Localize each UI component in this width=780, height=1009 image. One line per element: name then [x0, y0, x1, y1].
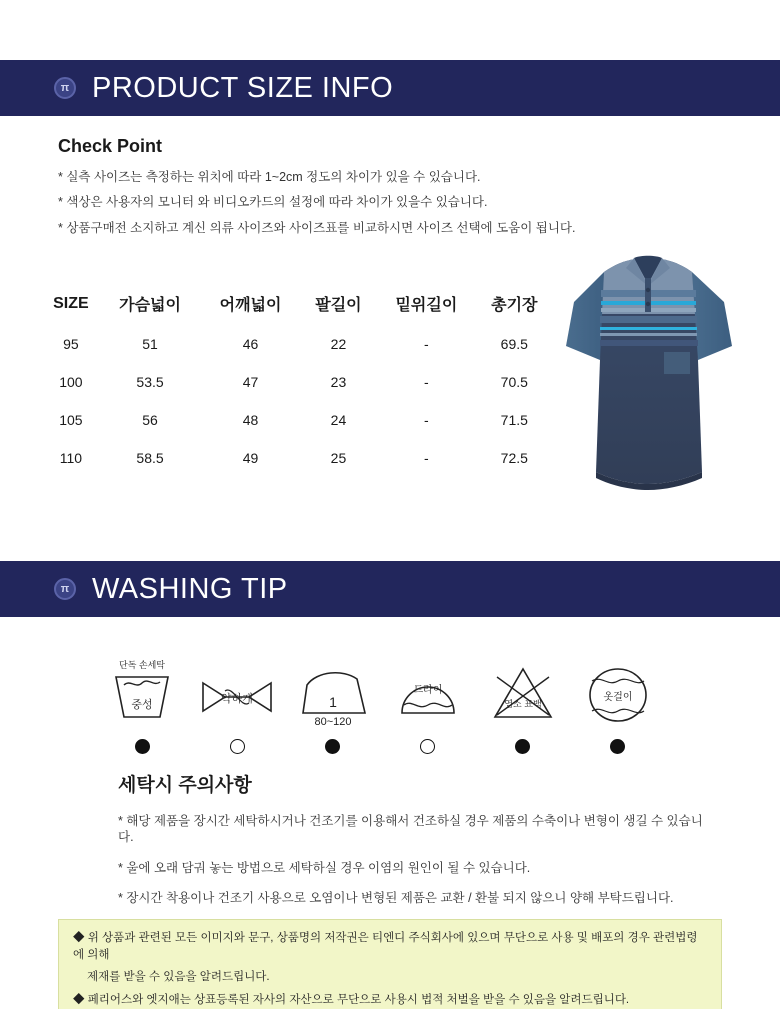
table-cell: 25	[330, 450, 347, 466]
iron-icon	[287, 655, 377, 727]
hand-wash-inner-label: 중성	[131, 699, 153, 711]
table-cell: 70.5	[500, 374, 528, 390]
column-header: SIZE	[53, 294, 89, 312]
iron-temp-label: 80~120	[314, 716, 352, 727]
washing-symbol-item	[481, 655, 565, 754]
table-cell: 72.5	[500, 450, 528, 466]
dry-clean-label: 드라이	[413, 685, 443, 696]
column-header: 가슴넓이	[119, 297, 181, 314]
table-cell: -	[424, 450, 429, 466]
check-point-line: * 상품구매전 소지하고 계신 의류 사이즈와 사이즈표를 비교하시면 사이즈 선택에 도움이 됩니다.	[58, 220, 576, 235]
column-header: 밑위길이	[395, 297, 458, 314]
table-cell: 71.5	[500, 412, 528, 428]
washing-notes-block	[118, 770, 718, 920]
washing-note-line: * 울에 오래 담궈 놓는 방법으로 세탁하실 경우 이염의 원인이 될 수 있습니다.	[118, 860, 531, 875]
hand-wash-top-label: 단독 손세탁	[119, 660, 165, 670]
table-header-row	[42, 288, 552, 325]
table-cell: 47	[242, 374, 259, 390]
dry-clean-icon	[388, 655, 468, 727]
copyright-notice	[58, 919, 722, 1009]
column-header: 팔길이	[315, 297, 362, 314]
table-row	[42, 439, 552, 477]
table-row	[42, 325, 552, 363]
hang-dry-label: 옷걸이	[603, 692, 633, 703]
table-cell: 56	[142, 412, 158, 428]
notice-line: 제재를 받을 수 있음을 알려드립니다.	[87, 971, 270, 984]
table-cell: -	[424, 336, 429, 352]
notice-line: ◆ 페리어스와 엣지애는 상표등록된 자사의 자산으로 무단으로 사용시 법적 처벌을 받을 수 있음을 알려드립니다.	[73, 994, 630, 1007]
table-cell: 48	[242, 412, 259, 428]
iron-dots-label: 1	[329, 694, 338, 710]
table-cell: 95	[63, 336, 79, 352]
table-cell: 46	[242, 336, 259, 352]
brand-logo-icon: π	[54, 578, 76, 600]
gentle-wring-icon	[195, 655, 279, 727]
table-row	[42, 401, 552, 439]
column-header: 어깨넓이	[219, 297, 282, 314]
section-title-size-info: PRODUCT SIZE INFO	[92, 71, 394, 104]
status-dot	[135, 739, 150, 754]
status-dot	[515, 739, 530, 754]
notice-line: ◆ 위 상품과 관련된 모든 이미지와 문구, 상품명의 저작권은 티엔디 주식회사에 있으며 무단으로 사용 및 배포의 경우 관련법령에 의해	[73, 932, 698, 961]
table-cell: 105	[59, 412, 83, 428]
gentle-wring-label: 약하게	[221, 693, 254, 705]
check-point-heading: Check Point	[58, 136, 163, 156]
hang-dry-icon	[578, 655, 658, 727]
size-table	[42, 288, 552, 477]
status-dot	[610, 739, 625, 754]
check-point-line: * 실측 사이즈는 측정하는 위치에 따라 1~2cm 정도의 차이가 있을 수 있습니다.	[58, 170, 481, 184]
washing-symbols-row	[100, 655, 660, 754]
table-cell: 22	[330, 336, 347, 352]
washing-symbol-item	[100, 655, 184, 754]
no-bleach-icon	[483, 655, 563, 727]
no-bleach-label: 염소 표백	[504, 699, 542, 709]
table-cell: -	[424, 374, 429, 390]
table-cell: 58.5	[136, 450, 164, 466]
table-cell: 53.5	[136, 374, 164, 390]
washing-symbol-item	[576, 655, 660, 754]
table-cell: 23	[330, 374, 347, 390]
column-header: 총기장	[491, 297, 538, 314]
status-dot	[230, 739, 245, 754]
table-cell: -	[424, 412, 429, 428]
washing-notes-heading: 세탁시 주의사항	[118, 775, 252, 796]
washing-symbol-item	[290, 655, 374, 754]
table-row	[42, 363, 552, 401]
washing-note-line: * 장시간 착용이나 건조기 사용으로 오염이나 변형된 제품은 교환 / 환불 되지 않으니 양해 부탁드립니다.	[118, 890, 674, 905]
product-image	[556, 228, 746, 510]
section-header-size-info	[0, 60, 780, 116]
status-dot	[325, 739, 340, 754]
check-point-line: * 색상은 사용자의 모니터 와 비디오카드의 설정에 따라 차이가 있을수 있습니다.	[58, 195, 488, 210]
hand-wash-icon	[102, 655, 182, 727]
table-cell: 51	[142, 336, 158, 352]
table-cell: 100	[59, 374, 83, 390]
table-cell: 110	[59, 450, 83, 466]
brand-logo-icon: π	[54, 77, 76, 99]
washing-note-line: * 해당 제품을 장시간 세탁하시거나 건조기를 이용해서 건조하실 경우 제품의 수축이나 변형이 생길 수 있습니다.	[118, 814, 703, 845]
washing-symbol-item	[195, 655, 279, 754]
section-title-washing-tip: WASHING TIP	[92, 572, 288, 605]
washing-symbol-item	[386, 655, 470, 754]
table-cell: 24	[330, 412, 347, 428]
table-cell: 49	[242, 450, 259, 466]
table-cell: 69.5	[500, 336, 528, 352]
section-header-washing-tip	[0, 561, 780, 617]
status-dot	[420, 739, 435, 754]
